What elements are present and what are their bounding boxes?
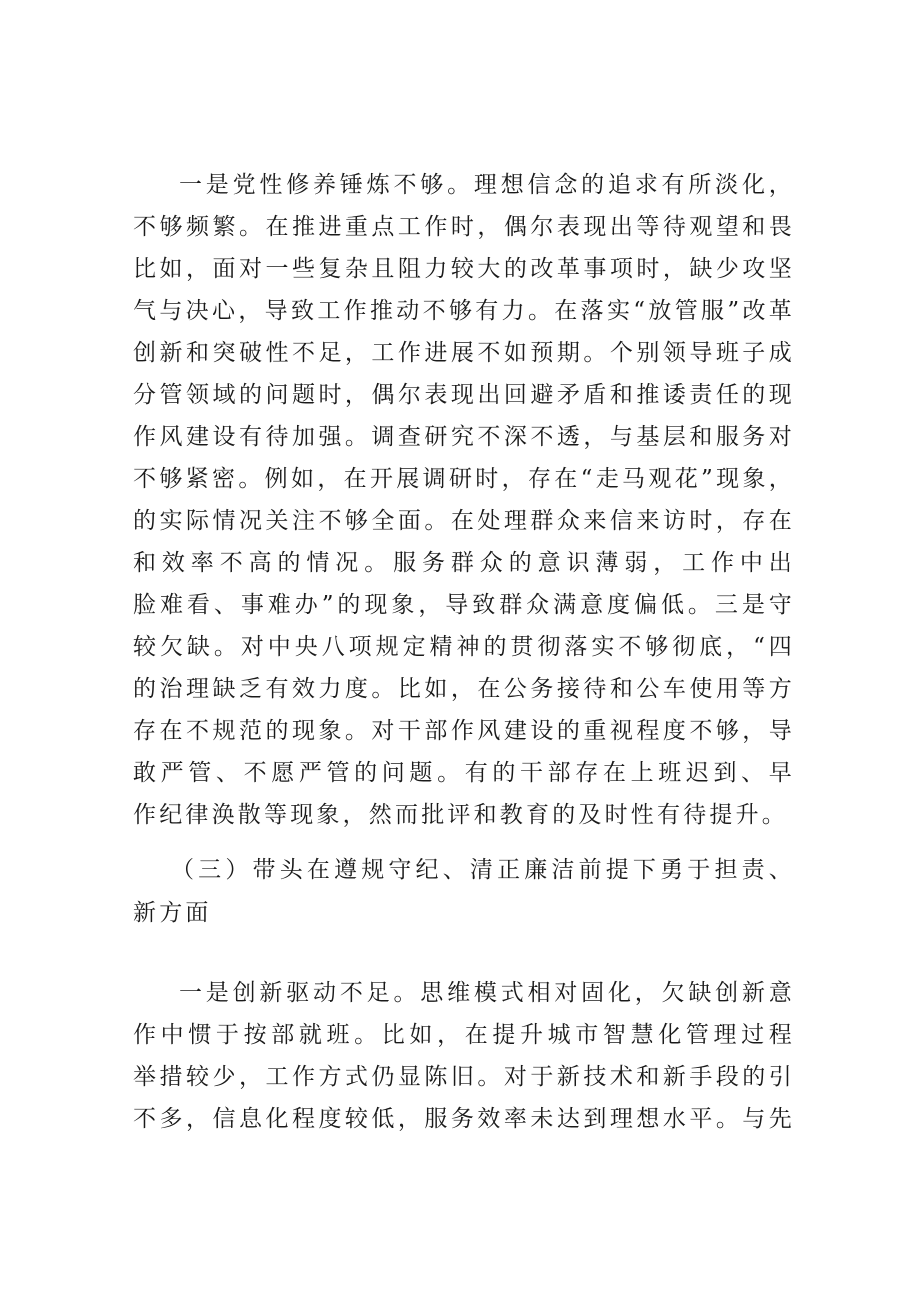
- paragraph-party-discipline: [133, 166, 795, 834]
- text-line: 气与决心，导致工作推动不够有力。在落实“放管服”改革: [133, 298, 795, 324]
- text-line: 举措较少，工作方式仍显陈旧。对于新技术和新手段的引: [133, 1064, 795, 1090]
- heading-line: （三）带头在遵规守纪、清正廉洁前提下勇于担责、: [171, 857, 795, 883]
- heading-line: 新方面: [133, 900, 212, 926]
- text-line: 一是创新驱动不足。思维模式相对固化，欠缺创新意: [179, 980, 795, 1006]
- text-line: 比如，面对一些复杂且阻力较大的改革事项时，缺少攻坚: [133, 256, 795, 282]
- text-line: 不够紧密。例如，在开展调研时，存在“走马观花”现象，: [133, 466, 795, 492]
- paragraph-innovation: [133, 974, 795, 1138]
- text-line: 和效率不高的情况。服务群众的意识薄弱，工作中出: [133, 550, 795, 576]
- text-line: 不多，信息化程度较低，服务效率未达到理想水平。与先: [133, 1106, 795, 1132]
- text-line: 敢严管、不愿严管的问题。有的干部存在上班迟到、早: [133, 760, 795, 786]
- text-line: 脸难看、事难办”的现象，导致群众满意度偏低。三是守: [133, 592, 795, 618]
- section-heading-three: [133, 851, 795, 932]
- text-line: 创新和突破性不足，工作进展不如预期。个别领导班子成: [133, 340, 795, 366]
- text-line: 较欠缺。对中央八项规定精神的贯彻落实不够彻底，“四: [133, 634, 795, 660]
- text-line: 作中惯于按部就班。比如，在提升城市智慧化管理过程: [133, 1022, 795, 1048]
- text-line: 不够频繁。在推进重点工作时，偶尔表现出等待观望和畏: [133, 214, 795, 240]
- text-line: 作风建设有待加强。调查研究不深不透，与基层和服务对: [133, 424, 795, 450]
- text-line: 的治理缺乏有效力度。比如，在公务接待和公车使用等方: [133, 676, 795, 702]
- text-line: 的实际情况关注不够全面。在处理群众来信来访时，存在: [133, 508, 795, 534]
- text-line: 一是党性修养锤炼不够。理想信念的追求有所淡化，: [179, 172, 795, 198]
- text-line: 存在不规范的现象。对干部作风建设的重视程度不够，导: [133, 718, 795, 744]
- text-line: 分管领域的问题时，偶尔表现出回避矛盾和推诿责任的现: [133, 382, 795, 408]
- text-line: 作纪律涣散等现象，然而批评和教育的及时性有待提升。: [133, 802, 788, 828]
